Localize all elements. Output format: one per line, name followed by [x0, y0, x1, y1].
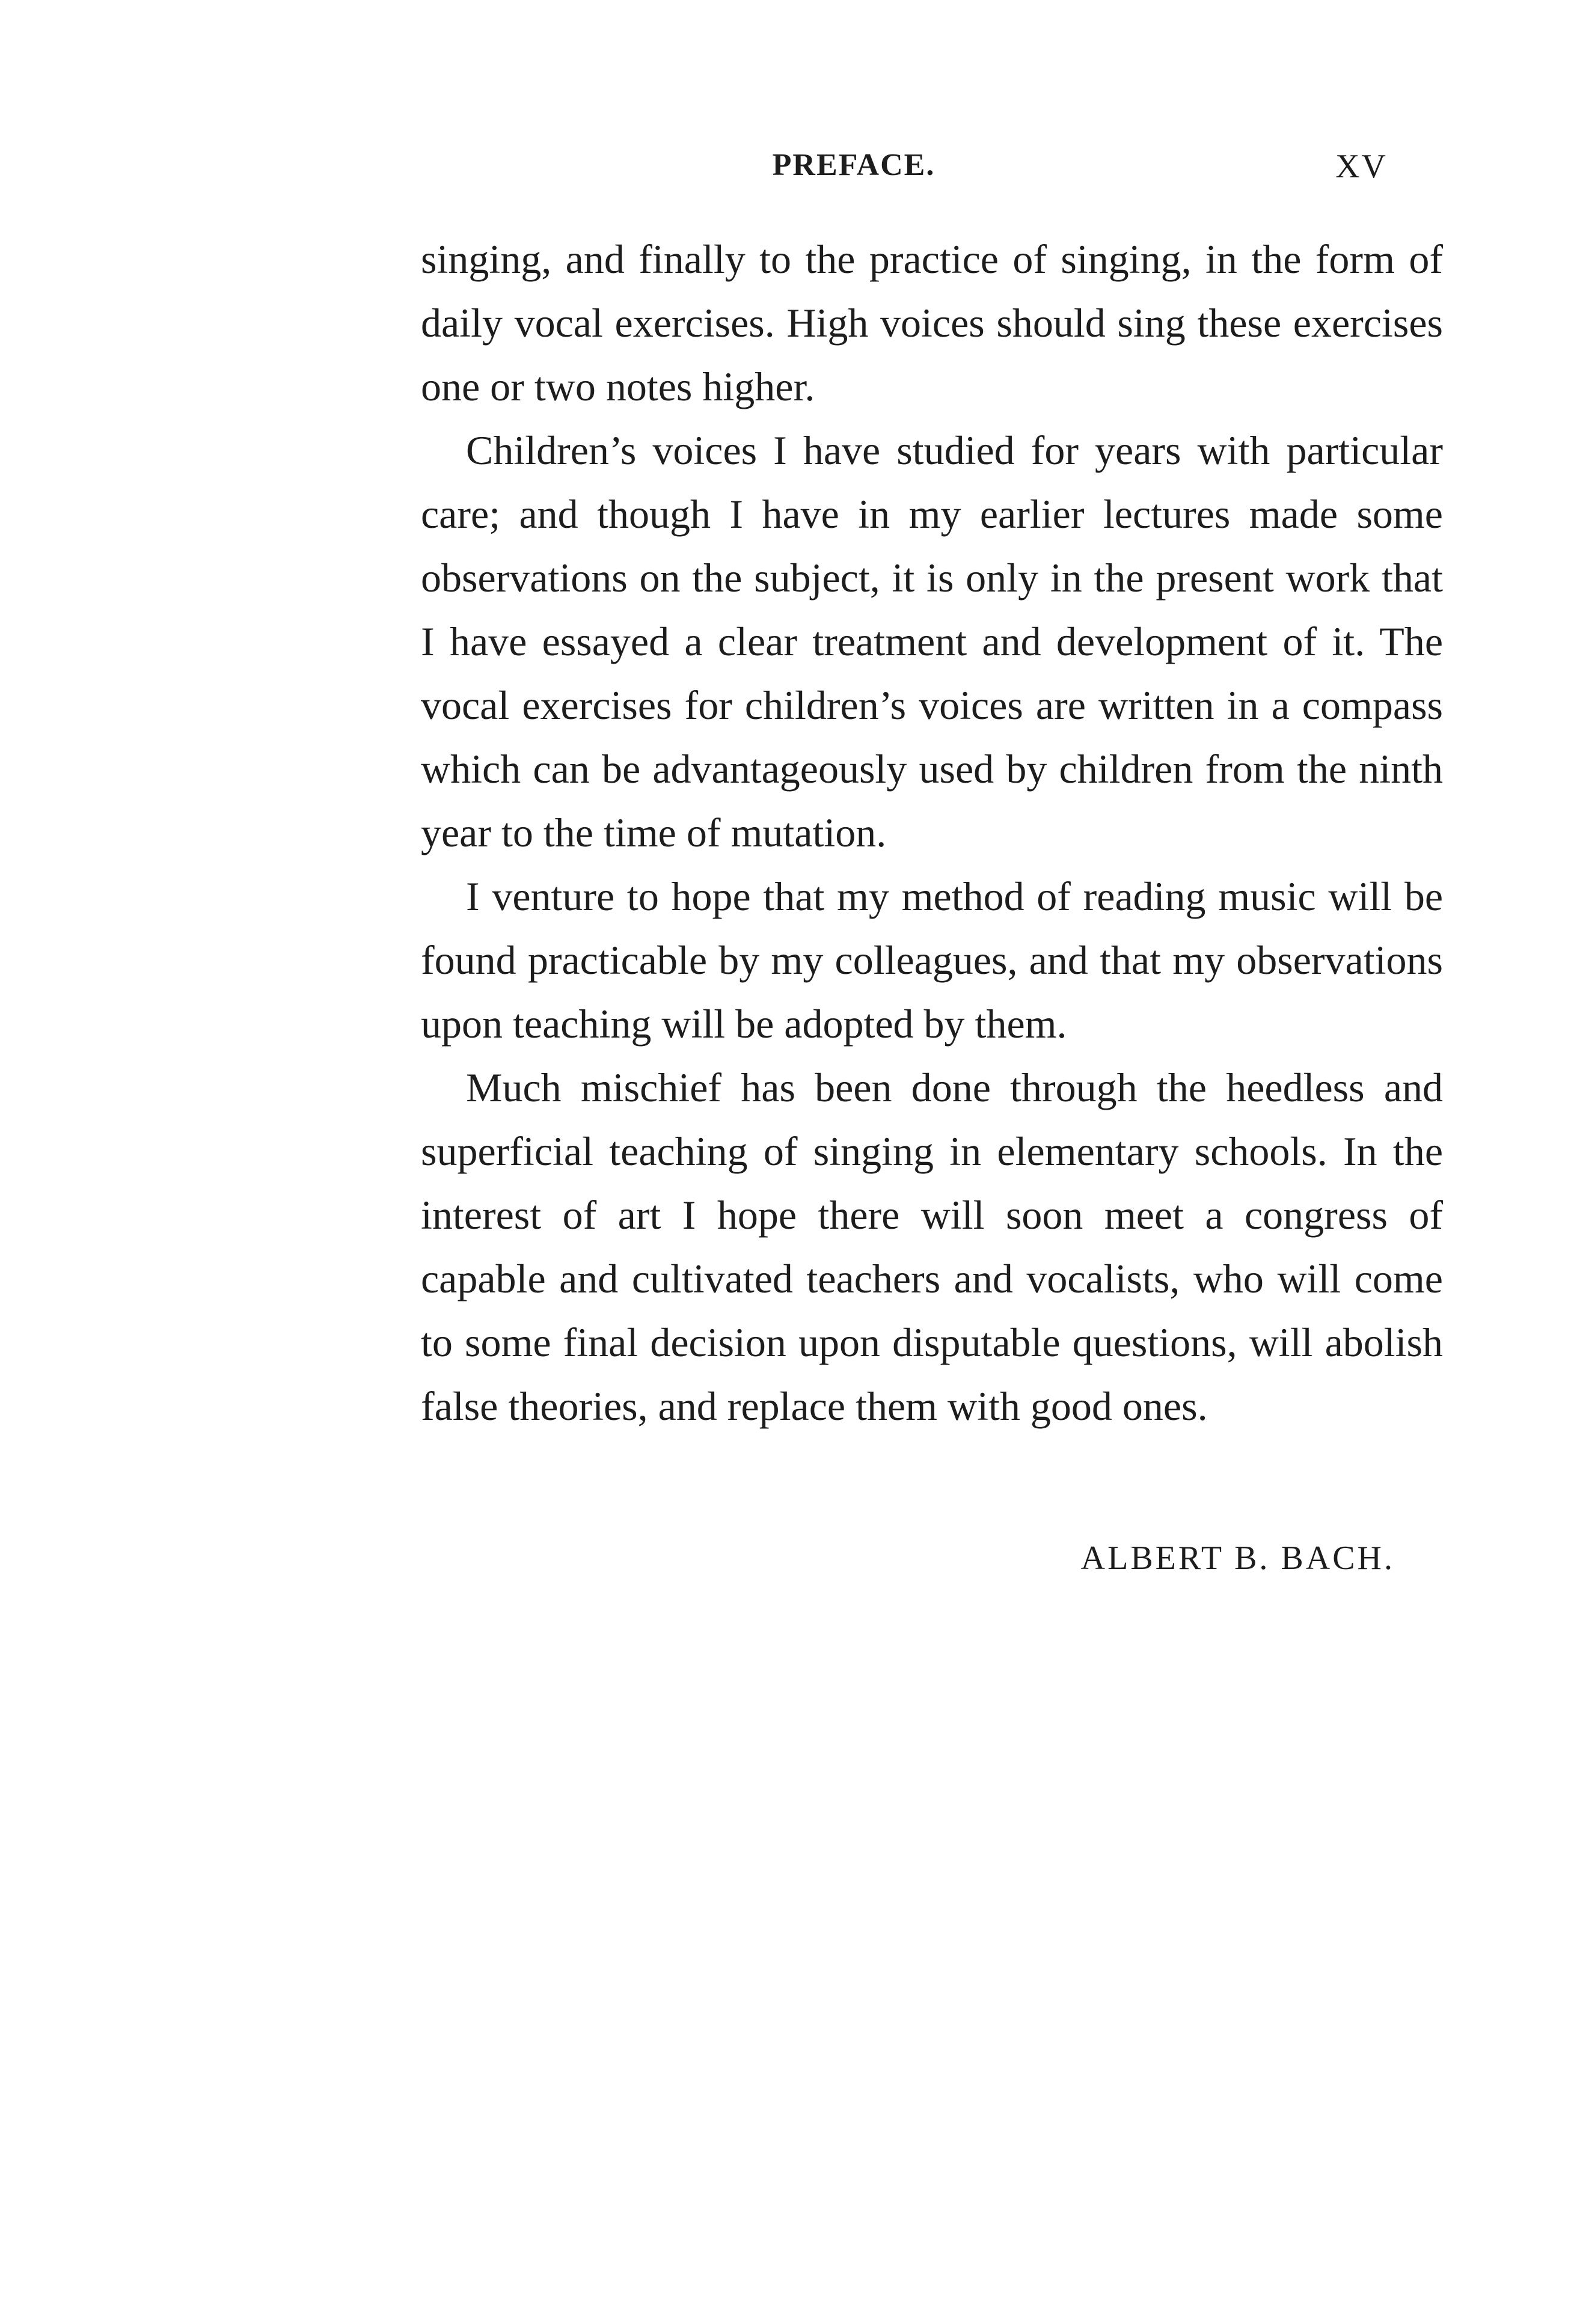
author-signature: ALBERT B. BACH.: [1080, 1540, 1395, 1577]
preface-body: [421, 227, 1443, 1438]
running-head: [0, 147, 1571, 195]
paragraph-continued: singing, and finally to the practice of singing, in the form of daily vocal exercises. High voices should sing these exercises one or two notes higher.: [421, 236, 1443, 409]
paragraph-childrens-voices: Children’s voices I have studied for years with particular care; and though I have in my earlier lectures made some observations on the subject, it is only in the present work that I have essayed a clear treatment and development of it. The vocal exercises for children’s voices are written in a compass which can be advantageously used by children from the ninth year to the time of mutation.: [421, 427, 1443, 855]
paragraph-reading-method: I venture to hope that my method of reading music will be found practicable by my colleagues, and that my observations upon teaching will be adopted by them.: [421, 873, 1443, 1047]
running-title: PREFACE.: [772, 148, 936, 182]
paragraph-mischief: Much mischief has been done through the heedless and superficial teaching of singing in elementary schools. In the interest of art I hope there will soon meet a congress of capable and cultivated teachers and vocalists, who will come to some final decision upon disputable questions, will abolish false theories, and replace them with good ones.: [421, 1065, 1443, 1429]
page-number: XV: [1335, 148, 1388, 185]
